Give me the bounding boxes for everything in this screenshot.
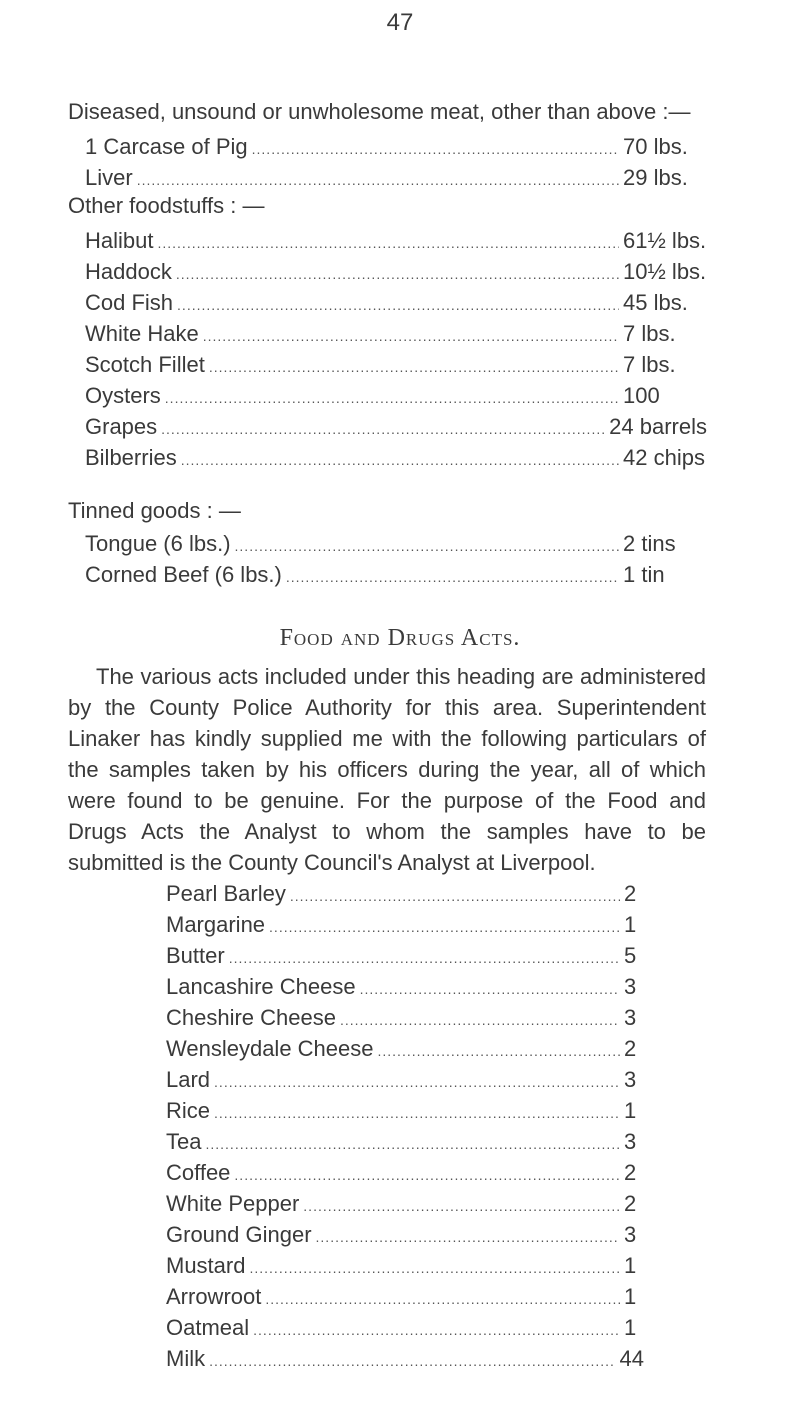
list-item [166, 1095, 644, 1126]
item-value: 1 tin [623, 562, 665, 587]
list-item [85, 559, 707, 590]
leader-dots [176, 259, 619, 287]
item-name: Mustard [166, 1253, 246, 1278]
leader-dots [161, 414, 605, 442]
other-foodstuffs-intro: Other foodstuffs : — [68, 193, 265, 218]
leader-dots [214, 1098, 620, 1126]
leader-dots [340, 1005, 620, 1033]
leader-dots [286, 562, 619, 590]
item-value: 24 barrels [609, 414, 707, 439]
meat-intro: Diseased, unsound or unwholesome meat, other than above :— [68, 99, 691, 124]
leader-dots [249, 1253, 620, 1281]
samples-list [166, 878, 644, 1374]
leader-dots [203, 321, 619, 349]
section-heading: Food and Drugs Acts. [279, 625, 521, 651]
list-item [166, 1312, 644, 1343]
item-value: 70 lbs. [623, 134, 688, 159]
item-value: 7 lbs. [623, 321, 676, 346]
item-value: 61½ lbs. [623, 228, 707, 253]
leader-dots [269, 912, 620, 940]
item-value: 2 [624, 1191, 637, 1216]
leader-dots [360, 974, 620, 1002]
leader-dots [253, 1315, 620, 1343]
leader-dots [252, 134, 619, 162]
leader-dots [378, 1036, 621, 1064]
leader-dots [209, 1346, 615, 1374]
item-name: Margarine [166, 912, 266, 937]
list-item [166, 1126, 644, 1157]
tinned-goods-list [85, 528, 707, 590]
item-value: 44 [619, 1346, 644, 1371]
item-value: 7 lbs. [623, 352, 676, 377]
item-value: 1 [624, 1315, 637, 1340]
item-value: 2 [624, 1036, 637, 1061]
item-name: Tea [166, 1129, 202, 1154]
list-item [85, 349, 707, 380]
leader-dots [235, 531, 619, 559]
list-item [166, 1343, 644, 1374]
leader-dots [290, 881, 620, 909]
leader-dots [316, 1222, 620, 1250]
item-name: Corned Beef (6 lbs.) [85, 562, 282, 587]
item-name: Haddock [85, 259, 172, 284]
item-name: Scotch Fillet [85, 352, 205, 377]
list-item [85, 318, 707, 349]
leader-dots [177, 290, 619, 318]
item-value: 100 [623, 383, 660, 408]
item-value: 45 lbs. [623, 290, 688, 315]
item-value: 1 [624, 1253, 637, 1278]
item-name: Tongue (6 lbs.) [85, 531, 231, 556]
item-name: Milk [166, 1346, 206, 1371]
item-value: 2 [624, 881, 637, 906]
list-item [85, 411, 707, 442]
leader-dots [137, 165, 619, 193]
leader-dots [157, 228, 619, 256]
item-name: Oatmeal [166, 1315, 250, 1340]
list-item [85, 131, 707, 162]
list-item [85, 287, 707, 318]
item-name: White Hake [85, 321, 199, 346]
item-value: 3 [624, 1129, 637, 1154]
list-item [85, 162, 707, 193]
item-value: 1 [624, 1098, 637, 1123]
item-value: 42 chips [623, 445, 705, 470]
leader-dots [165, 383, 619, 411]
leader-dots [303, 1191, 620, 1219]
leader-dots [214, 1067, 620, 1095]
item-name: Lard [166, 1067, 211, 1092]
item-value: 3 [624, 974, 637, 999]
list-item [166, 1188, 644, 1219]
item-name: Cheshire Cheese [166, 1005, 336, 1030]
item-value: 5 [624, 943, 637, 968]
leader-dots [209, 352, 619, 380]
tinned-goods-intro: Tinned goods : — [68, 498, 241, 523]
item-name: Oysters [85, 383, 161, 408]
list-item [166, 878, 644, 909]
item-value: 29 lbs. [623, 165, 688, 190]
meat-list [85, 131, 707, 193]
list-item [85, 380, 707, 411]
page-number: 47 [386, 9, 414, 36]
item-value: 3 [624, 1222, 637, 1247]
list-item [166, 1157, 644, 1188]
list-item [85, 442, 707, 473]
item-name: Lancashire Cheese [166, 974, 356, 999]
list-item [166, 1033, 644, 1064]
item-value: 2 [624, 1160, 637, 1185]
item-name: White Pepper [166, 1191, 300, 1216]
list-item [166, 1064, 644, 1095]
item-value: 1 [624, 1284, 637, 1309]
list-item [166, 1002, 644, 1033]
section-paragraph: The various acts included under this heading are administered by the County Police Authority for this area. Superintendent Linaker has kindly supplied me with the following particulars of the samples taken by his officers during the year, all of which were found to be genuine. For the purpose of the Food and Drugs Acts the Analyst to whom the samples have to be submitted is the County Council's Analyst at Liverpool. [68, 664, 706, 875]
list-item [166, 1281, 644, 1312]
list-item [166, 940, 644, 971]
leader-dots [205, 1129, 620, 1157]
item-value: 1 [624, 912, 637, 937]
leader-dots [229, 943, 620, 971]
item-name: Bilberries [85, 445, 177, 470]
item-name: 1 Carcase of Pig [85, 134, 248, 159]
item-name: Liver [85, 165, 133, 190]
leader-dots [234, 1160, 620, 1188]
other-foodstuffs-list [85, 225, 707, 473]
item-name: Ground Ginger [166, 1222, 312, 1247]
item-name: Butter [166, 943, 225, 968]
item-name: Grapes [85, 414, 158, 439]
leader-dots [181, 445, 619, 473]
list-item [85, 256, 707, 287]
item-name: Halibut [85, 228, 154, 253]
list-item [166, 1219, 644, 1250]
list-item [166, 909, 644, 940]
list-item [85, 225, 707, 256]
item-name: Cod Fish [85, 290, 174, 315]
list-item [166, 971, 644, 1002]
item-name: Pearl Barley [166, 881, 286, 906]
list-item [166, 1250, 644, 1281]
leader-dots [265, 1284, 620, 1312]
item-name: Arrowroot [166, 1284, 262, 1309]
list-item [85, 528, 707, 559]
item-name: Coffee [166, 1160, 231, 1185]
item-value: 3 [624, 1067, 637, 1092]
item-value: 10½ lbs. [623, 259, 707, 284]
item-name: Rice [166, 1098, 211, 1123]
item-value: 2 tins [623, 531, 676, 556]
item-name: Wensleydale Cheese [166, 1036, 374, 1061]
item-value: 3 [624, 1005, 637, 1030]
